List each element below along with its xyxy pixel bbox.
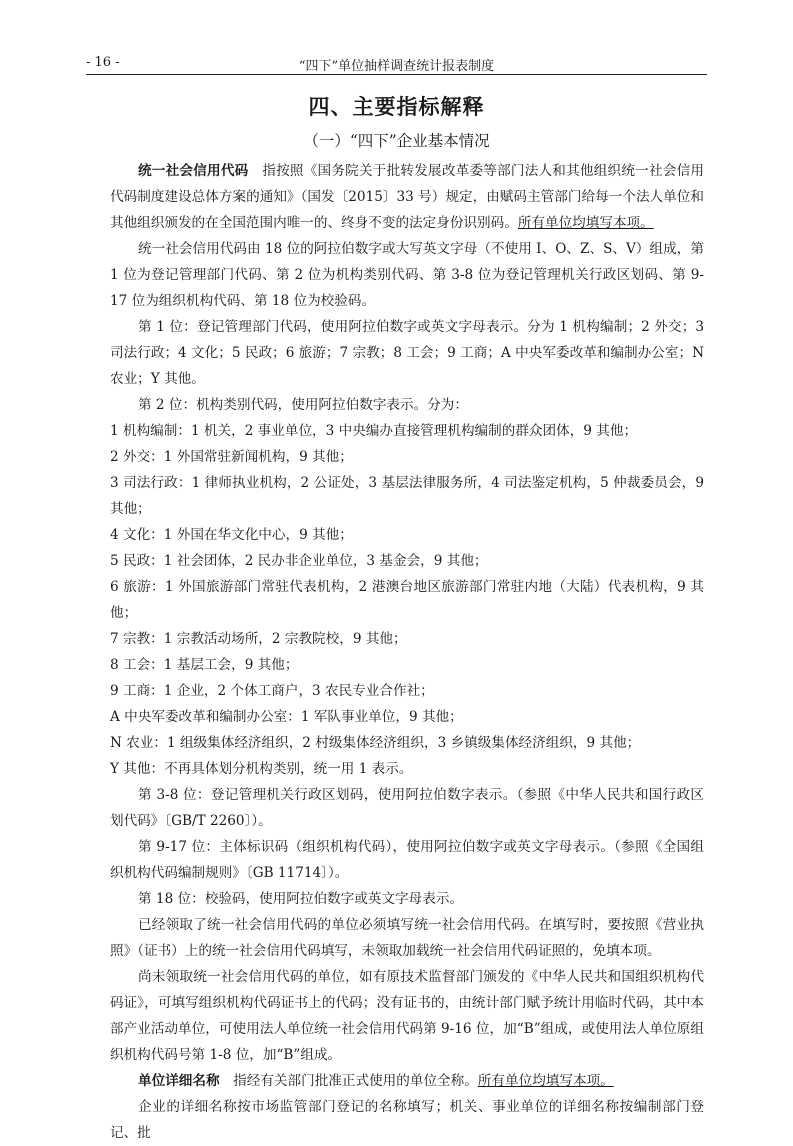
underlined-note: 所有单位均填写本项。 <box>477 1073 614 1089</box>
category-item: 3 司法行政：1 律师执业机构，2 公证处，3 基层法律服务所，4 司法鉴定机构，5 仲裁委员会，9 其他； <box>110 475 704 517</box>
subsection-title: （一）“四下”企业基本情况 <box>303 132 490 150</box>
definition-text: 指按照《国务院关于批转发展改革委等部门法人和其他组织统一社会信用代码制度建设总体方案的通知》（国发〔2015〕33 号）规定，由赋码主管部门给每一个法人单位和其他组织颁发的在全国范围内唯一的、终身不变的法定身份识别码。 <box>110 163 705 231</box>
paragraph: 尚未领取统一社会信用代码的单位，如有原技术监督部门颁发的《中华人民共和国组织机构代码证》，可填写组织机构代码证书上的代码；没有证书的，由统计部门赋予统计用临时代码，其中本部产业活动单位，可使用法人单位统一社会信用代码第 9-16 位，加“B”组成，或使用法人单位原组织机构代码号第 1-8 位，加“B”组成。 <box>110 969 704 1063</box>
section-title: 四、主要指标解释 <box>308 95 485 119</box>
running-title: “四下”单位抽样调查统计报表制度 <box>298 59 495 74</box>
paragraph: 第 1 位：登记管理部门代码，使用阿拉伯数字或英文字母表示。分为 1 机构编制；2 外交；3 司法行政；4 文化；5 民政；6 旅游；7 宗教；8 工会；9 工商；A 中央军委改革和编制办公室；N 农业；Y 其他。 <box>110 319 704 387</box>
paragraph: 第 2 位：机构类别代码，使用阿拉伯数字表示。分为： <box>138 397 468 413</box>
category-item: 4 文化：1 外国在华文化中心，9 其他； <box>110 527 353 543</box>
document-body <box>110 158 704 1146</box>
paragraph: 已经领取了统一社会信用代码的单位必须填写统一社会信用代码。在填写时，要按照《营业执照》（证书）上的统一社会信用代码填写，未领取加载统一社会信用代码证照的，免填本项。 <box>110 917 704 959</box>
category-item: 5 民政：1 社会团体，2 民办非企业单位，3 基金会，9 其他； <box>110 553 488 569</box>
category-item: 6 旅游：1 外国旅游部门常驻代表机构，2 港澳台地区旅游部门常驻内地（大陆）代表机构，9 其他； <box>110 579 704 621</box>
category-item: N 农业：1 组级集体经济组织，2 村级集体经济组织，3 乡镇级集体经济组织，9 其他； <box>110 735 641 751</box>
category-item: 2 外交：1 外国常驻新闻机构，9 其他； <box>110 449 353 465</box>
category-item: A 中央军委改革和编制办公室：1 军队事业单位，9 其他； <box>110 709 463 725</box>
category-item: 9 工商：1 企业，2 个体工商户，3 农民专业合作社； <box>110 683 434 699</box>
category-item: Y 其他：不再具体划分机构类别，统一用 1 表示。 <box>110 761 413 777</box>
definition-text: 指经有关部门批准正式使用的单位全称。 <box>219 1073 478 1089</box>
term-detail-name: 单位详细名称 <box>138 1073 220 1089</box>
category-item: 8 工会：1 基层工会，9 其他； <box>110 657 299 673</box>
paragraph: 统一社会信用代码由 18 位的阿拉伯数字或大写英文字母（不使用 I、O、Z、S、V）组成，第 1 位为登记管理部门代码、第 2 位为机构类别代码、第 3-8 位为登记管理机关行政区划码、第 9-17 位为组织机构代码、第 18 位为校验码。 <box>110 241 704 309</box>
paragraph: 第 3-8 位：登记管理机关行政区划码，使用阿拉伯数字表示。（参照《中华人民共和国行政区划代码》〔GB/T 2260〕）。 <box>110 787 704 829</box>
underlined-note: 所有单位均填写本项。 <box>517 215 654 231</box>
paragraph: 企业的详细名称按市场监管部门登记的名称填写；机关、事业单位的详细名称按编制部门登记、批 <box>110 1099 704 1141</box>
category-item: 1 机构编制：1 机关，2 事业单位，3 中央编办直接管理机构编制的群众团体，9 其他； <box>110 423 638 439</box>
page-header <box>86 52 707 75</box>
paragraph-detail-name <box>110 1068 704 1094</box>
paragraph: 第 18 位：校验码，使用阿拉伯数字或英文字母表示。 <box>138 891 464 907</box>
category-item: 7 宗教：1 宗教活动场所，2 宗教院校，9 其他； <box>110 631 407 647</box>
paragraph-credit-code <box>110 158 704 236</box>
page-number: - 16 - <box>86 55 120 70</box>
paragraph: 第 9-17 位：主体标识码（组织机构代码），使用阿拉伯数字或英文字母表示。（参照《全国组织机构代码编制规则》〔GB 11714〕）。 <box>110 839 704 881</box>
term-credit-code: 统一社会信用代码 <box>138 163 249 179</box>
